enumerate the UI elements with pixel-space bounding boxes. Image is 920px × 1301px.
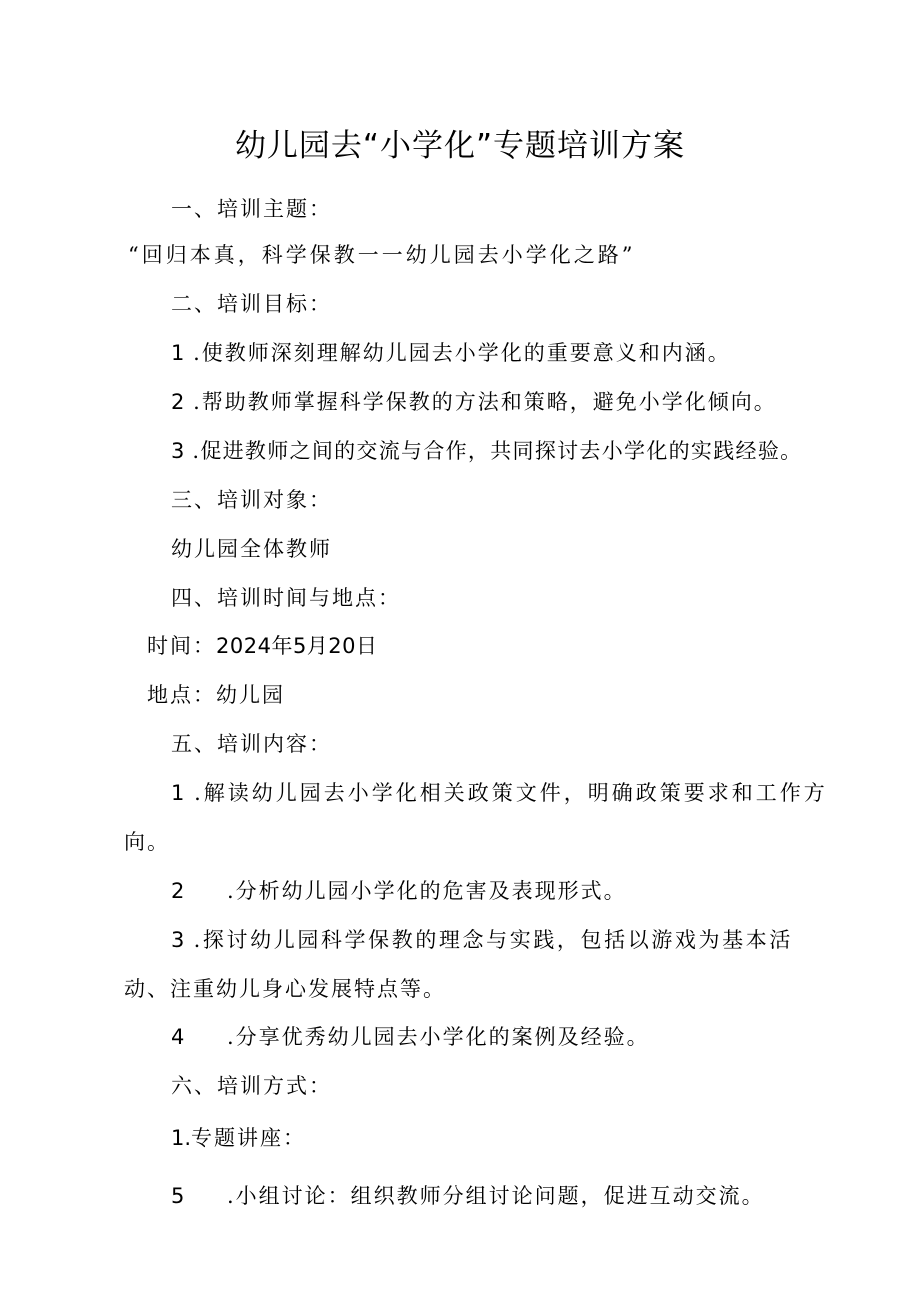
- goal-item: [171, 343, 731, 364]
- time-place-heading: 四、培训时间与地点：: [171, 586, 401, 610]
- goal-item: [171, 392, 777, 413]
- content-number: 3: [171, 928, 185, 952]
- content-text: .探讨幼儿园科学保教的理念与实践，包括以游戏为基本活: [193, 928, 793, 952]
- content-item: [171, 930, 793, 951]
- audience-heading: 三、培训对象：: [171, 488, 332, 512]
- goal-number: 3: [171, 439, 185, 463]
- theme-heading: 一、培训主题：: [171, 197, 332, 221]
- method-number: 5: [171, 1184, 185, 1208]
- goal-text: .使教师深刻理解幼儿园去小学化的重要意义和内涵。: [193, 341, 731, 365]
- time-value: 2024年5月20日: [216, 634, 378, 658]
- place-value: 幼儿园: [216, 683, 285, 707]
- goal-text: .促进教师之间的交流与合作，共同探讨去小学化的实践经验。: [192, 439, 803, 463]
- time-line: [147, 636, 378, 657]
- content-text: .分享优秀幼儿园去小学化的案例及经验。: [227, 1025, 650, 1049]
- content-item: [171, 1027, 650, 1048]
- content-item: [171, 881, 627, 902]
- methods-heading: 六、培训方式：: [171, 1074, 332, 1098]
- goal-number: 2: [171, 390, 185, 414]
- method-text: .小组讨论：组织教师分组讨论问题，促进互动交流。: [227, 1184, 765, 1208]
- method-text: 专题讲座：: [191, 1126, 307, 1150]
- goal-item: [171, 441, 802, 462]
- document-title: 幼儿园去“小学化”专题培训方案: [234, 128, 686, 164]
- goal-number: 1: [171, 341, 185, 365]
- content-number: 4: [171, 1025, 185, 1049]
- content-heading: 五、培训内容：: [171, 732, 332, 756]
- place-label: 地点：: [147, 683, 216, 707]
- content-item: [171, 783, 828, 804]
- content-text: .分析幼儿园小学化的危害及表现形式。: [227, 879, 627, 903]
- content-text: .解读幼儿园去小学化相关政策文件，明确政策要求和工作方: [194, 781, 828, 805]
- theme-text: “回归本真，科学保教一一幼儿园去小学化之路”: [128, 243, 636, 267]
- goal-text: .帮助教师掌握科学保教的方法和策略，避免小学化倾向。: [193, 390, 777, 414]
- method-number: 1.: [171, 1126, 192, 1150]
- content-continuation: 动、注重幼儿身心发展特点等。: [124, 977, 446, 1001]
- time-label: 时间：: [147, 634, 216, 658]
- goals-heading: 二、培训目标：: [171, 292, 332, 316]
- content-number: 2: [171, 879, 185, 903]
- audience-text: 幼儿园全体教师: [171, 537, 332, 561]
- content-number: 1: [171, 781, 185, 805]
- method-item: [171, 1186, 765, 1207]
- method-item: [171, 1128, 306, 1149]
- content-continuation: 向。: [124, 830, 170, 854]
- place-line: [147, 685, 285, 706]
